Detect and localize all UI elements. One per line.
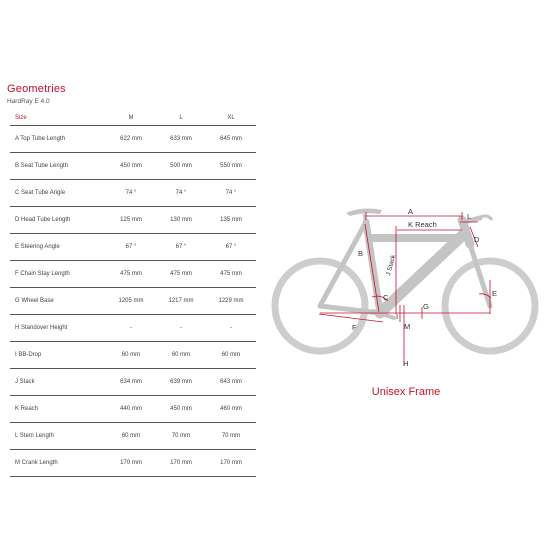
model-name: HardRay E 4.0 [7,98,50,105]
label-l: L [467,212,472,221]
row-label: G Wheel Base [10,288,106,315]
size-value-xl: 643 mm [206,369,256,396]
label-c: C [383,293,389,302]
size-value-m: 475 mm [106,261,156,288]
table-row [10,396,256,423]
table-header-row [10,111,256,126]
table-row [10,369,256,396]
size-value-xl: 67 ° [206,234,256,261]
table-row [10,315,256,342]
size-value-l: - [156,315,206,342]
column-header: M [106,111,156,126]
column-header: XL [206,111,256,126]
column-header: Size [10,111,106,126]
table-row [10,180,256,207]
row-label: I BB-Drop [10,342,106,369]
size-value-l: 450 mm [156,396,206,423]
size-value-l: 60 mm [156,342,206,369]
table-row [10,288,256,315]
table-row [10,153,256,180]
label-g: G [423,302,429,311]
table-row [10,126,256,153]
size-value-m: 74 ° [106,180,156,207]
row-label: A Top Tube Length [10,126,106,153]
table-row [10,234,256,261]
label-f: F [352,323,357,332]
label-j-stack: J Stack [385,254,398,277]
size-value-m: 125 mm [106,207,156,234]
label-i: I [396,312,399,321]
size-value-l: 130 mm [156,207,206,234]
row-label: E Steering Angle [10,234,106,261]
table-row [10,450,256,477]
geometry-table [10,111,256,477]
label-m: M [404,322,411,331]
table-row [10,261,256,288]
size-value-m: 634 mm [106,369,156,396]
row-label: L Stem Length [10,423,106,450]
row-label: D Head Tube Length [10,207,106,234]
size-value-xl: 74 ° [206,180,256,207]
size-value-m: 60 mm [106,423,156,450]
row-label: C Seat Tube Angle [10,180,106,207]
size-value-l: 639 mm [156,369,206,396]
size-value-xl: - [206,315,256,342]
row-label: B Seat Tube Length [10,153,106,180]
size-value-xl: 170 mm [206,450,256,477]
table-row [10,207,256,234]
size-value-m: 1205 mm [106,288,156,315]
label-e: E [492,289,498,298]
size-value-l: 170 mm [156,450,206,477]
size-value-xl: 645 mm [206,126,256,153]
size-value-l: 475 mm [156,261,206,288]
row-label: M Crank Length [10,450,106,477]
table-row [10,342,256,369]
size-value-xl: 550 mm [206,153,256,180]
size-value-m: 450 mm [106,153,156,180]
size-value-l: 70 mm [156,423,206,450]
label-b: B [358,249,364,258]
row-label: K Reach [10,396,106,423]
label-d: D [474,235,480,244]
size-value-l: 74 ° [156,180,206,207]
size-value-xl: 460 mm [206,396,256,423]
table-row [10,423,256,450]
size-value-m: 60 mm [106,342,156,369]
size-value-l: 1217 mm [156,288,206,315]
size-value-xl: 60 mm [206,342,256,369]
label-h: H [403,359,409,368]
size-value-m: - [106,315,156,342]
bike-diagram [262,195,550,385]
size-value-xl: 475 mm [206,261,256,288]
size-value-m: 440 mm [106,396,156,423]
size-value-m: 622 mm [106,126,156,153]
row-label: H Standover Height [10,315,106,342]
size-value-l: 67 ° [156,234,206,261]
label-k: K Reach [408,220,437,229]
size-value-m: 67 ° [106,234,156,261]
size-value-l: 500 mm [156,153,206,180]
size-value-xl: 135 mm [206,207,256,234]
row-label: F Chain Stay Length [10,261,106,288]
size-value-xl: 1229 mm [206,288,256,315]
row-label: J Stack [10,369,106,396]
geometries-title: Geometries [7,83,66,95]
size-value-m: 170 mm [106,450,156,477]
size-value-l: 633 mm [156,126,206,153]
label-a: A [408,207,414,216]
column-header: L [156,111,206,126]
size-value-xl: 70 mm [206,423,256,450]
frame-caption: Unisex Frame [371,386,441,398]
